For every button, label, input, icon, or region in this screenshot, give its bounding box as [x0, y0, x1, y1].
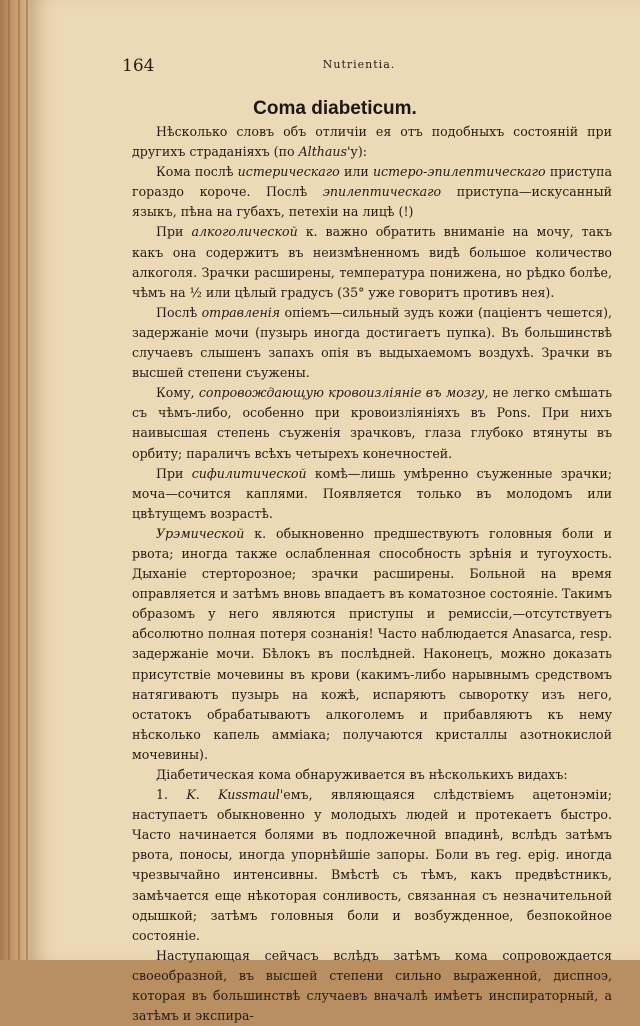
- text-run: Діабетическая кома обнаруживается въ нѣсколькихъ видахъ:: [156, 767, 568, 782]
- text-run: 'емъ, являющаяся слѣдствіемъ ацетонэміи; наступаетъ обыкновенно у молодыхъ людей и протекаетъ быстро. Часто начинается болями въ подложечной впадинѣ, вслѣдъ затѣмъ рвота, поносы, иногда упорнѣйшіе запоры. Боли въ reg. epig. иногда чрезвычайно интенсивны. Вмѣстѣ съ тѣмъ, какъ предвѣстникъ, замѣчается еще нѣкоторая сонливость, связанная съ незначительной одышкой; затѣмъ головныя боли и возбужденное, безпокойное состояніе.: [132, 787, 612, 943]
- text-run: не легко смѣшать съ чѣмъ-либо, особенно при кровоизліяніяхъ въ Pons. При нихъ наивысшая степень съуженія зрачковъ, глаза глубоко втянуты въ орбиту; параличъ всѣхъ четырехъ конечностей.: [132, 385, 612, 461]
- text-run: Кому,: [156, 385, 199, 401]
- italic-run: эпилептическаго: [322, 184, 442, 200]
- section-title: Coma diabeticum.: [253, 98, 417, 119]
- text-run: При: [156, 465, 192, 481]
- text-run: Нѣсколько словъ объ отличіи ея отъ подобныхъ состояній при другихъ страданіяхъ (по: [132, 124, 612, 160]
- italic-run: сифилитической: [191, 465, 307, 481]
- text-run: Послѣ: [156, 304, 202, 320]
- page-edge-line: [26, 0, 28, 960]
- text-run: приступа гораздо короче. Послѣ: [132, 164, 613, 200]
- paragraph: [132, 765, 612, 785]
- paragraph: [132, 785, 612, 946]
- paragraph: [132, 464, 612, 524]
- paragraph: [132, 162, 612, 222]
- text-run: опіемъ—сильный зудъ кожи (паціентъ чешется), задержаніе мочи (пузырь иногда достигаетъ пупка). Въ большинствѣ случаевъ слышенъ запахъ опія въ выдыхаемомъ воздухѣ. Зрачки въ высшей степени съужены.: [132, 304, 612, 381]
- page-edge-line: [8, 0, 10, 960]
- page-header: [122, 56, 596, 80]
- running-head: Nutrientia.: [322, 58, 396, 71]
- paragraph: [132, 946, 612, 1026]
- text-run: к. важно обратить вниманіе на мочу, такъ какъ она содержитъ въ неизмѣненномъ видѣ большое количество алкоголя. Зрачки расширены, температура понижена, но рѣдко болѣе, чѣмъ на ½ или цѣлый градусъ (35° уже говоритъ противъ нея).: [132, 224, 612, 300]
- text-run: комѣ—лишь умѣренно съуженные зрачки; моча—сочится каплями. Появляется только въ молодомъ или цвѣтущемъ возрастѣ.: [132, 465, 612, 521]
- paragraph: [132, 303, 612, 383]
- italic-run: Althaus: [298, 144, 347, 160]
- text-run: Наступающая сейчасъ вслѣдъ затѣмъ кома сопровождается своеобразной, въ высшей степени сильно выраженной, диспноэ, которая въ большинствѣ случаевъ вначалѣ имѣетъ инспираторный, а затѣмъ и экспира-: [132, 947, 612, 1024]
- paragraph: [132, 122, 612, 162]
- italic-run: истерическаго: [237, 164, 340, 180]
- italic-run: алкоголической: [191, 224, 298, 240]
- paragraph: [132, 222, 612, 302]
- page-edge-line: [18, 0, 20, 960]
- text-run: 1.: [156, 787, 187, 803]
- italic-run: истеро-эпилептическаго: [372, 164, 546, 180]
- italic-run: отравленія: [201, 304, 281, 320]
- italic-run: K. Kussmaul: [186, 787, 280, 803]
- text-run: приступа—искусанный языкъ, пѣна на губахъ, петехіи на лицѣ (!): [132, 184, 612, 220]
- page-number: 164: [122, 56, 155, 76]
- book-page: [30, 0, 640, 1024]
- body-text: [132, 122, 612, 1026]
- paragraph: [132, 524, 612, 765]
- paragraph: [132, 383, 612, 463]
- text-run: При: [156, 224, 192, 240]
- text-run: Кома послѣ: [156, 164, 238, 180]
- italic-run: Урэмической: [156, 525, 245, 541]
- text-run: или: [339, 164, 373, 180]
- text-run: к. обыкновенно предшествуютъ головныя боли и рвота; иногда также ослабленная способность зрѣнія и тугоухость. Дыханіе стерторозное; зрачки расширены. Больной на время оправляется и затѣмъ вновь впадаетъ въ коматозное состояніе. Такимъ образомъ у него являются приступы и ремиссіи,—отсутствуетъ абсолютно полная потеря сознанія! Часто наблюдается Anasarca, resp. задержаніе мочи. Бѣлокъ въ послѣдней. Наконецъ, можно доказать присутствіе мочевины въ крови (какимъ-либо нарывнымъ средствомъ натягиваютъ пузырь на кожѣ, испаряютъ сыворотку изъ него, остатокъ обрабатываютъ алкоголемъ и прибавляютъ къ нему нѣсколько капель амміака; получаются кристаллы азотнокислой мочевины).: [132, 525, 612, 762]
- text-run: 'у):: [346, 144, 367, 160]
- italic-run: сопровождающую кровоизліяніе въ мозгу,: [198, 385, 489, 401]
- book-page-edges: [0, 0, 34, 960]
